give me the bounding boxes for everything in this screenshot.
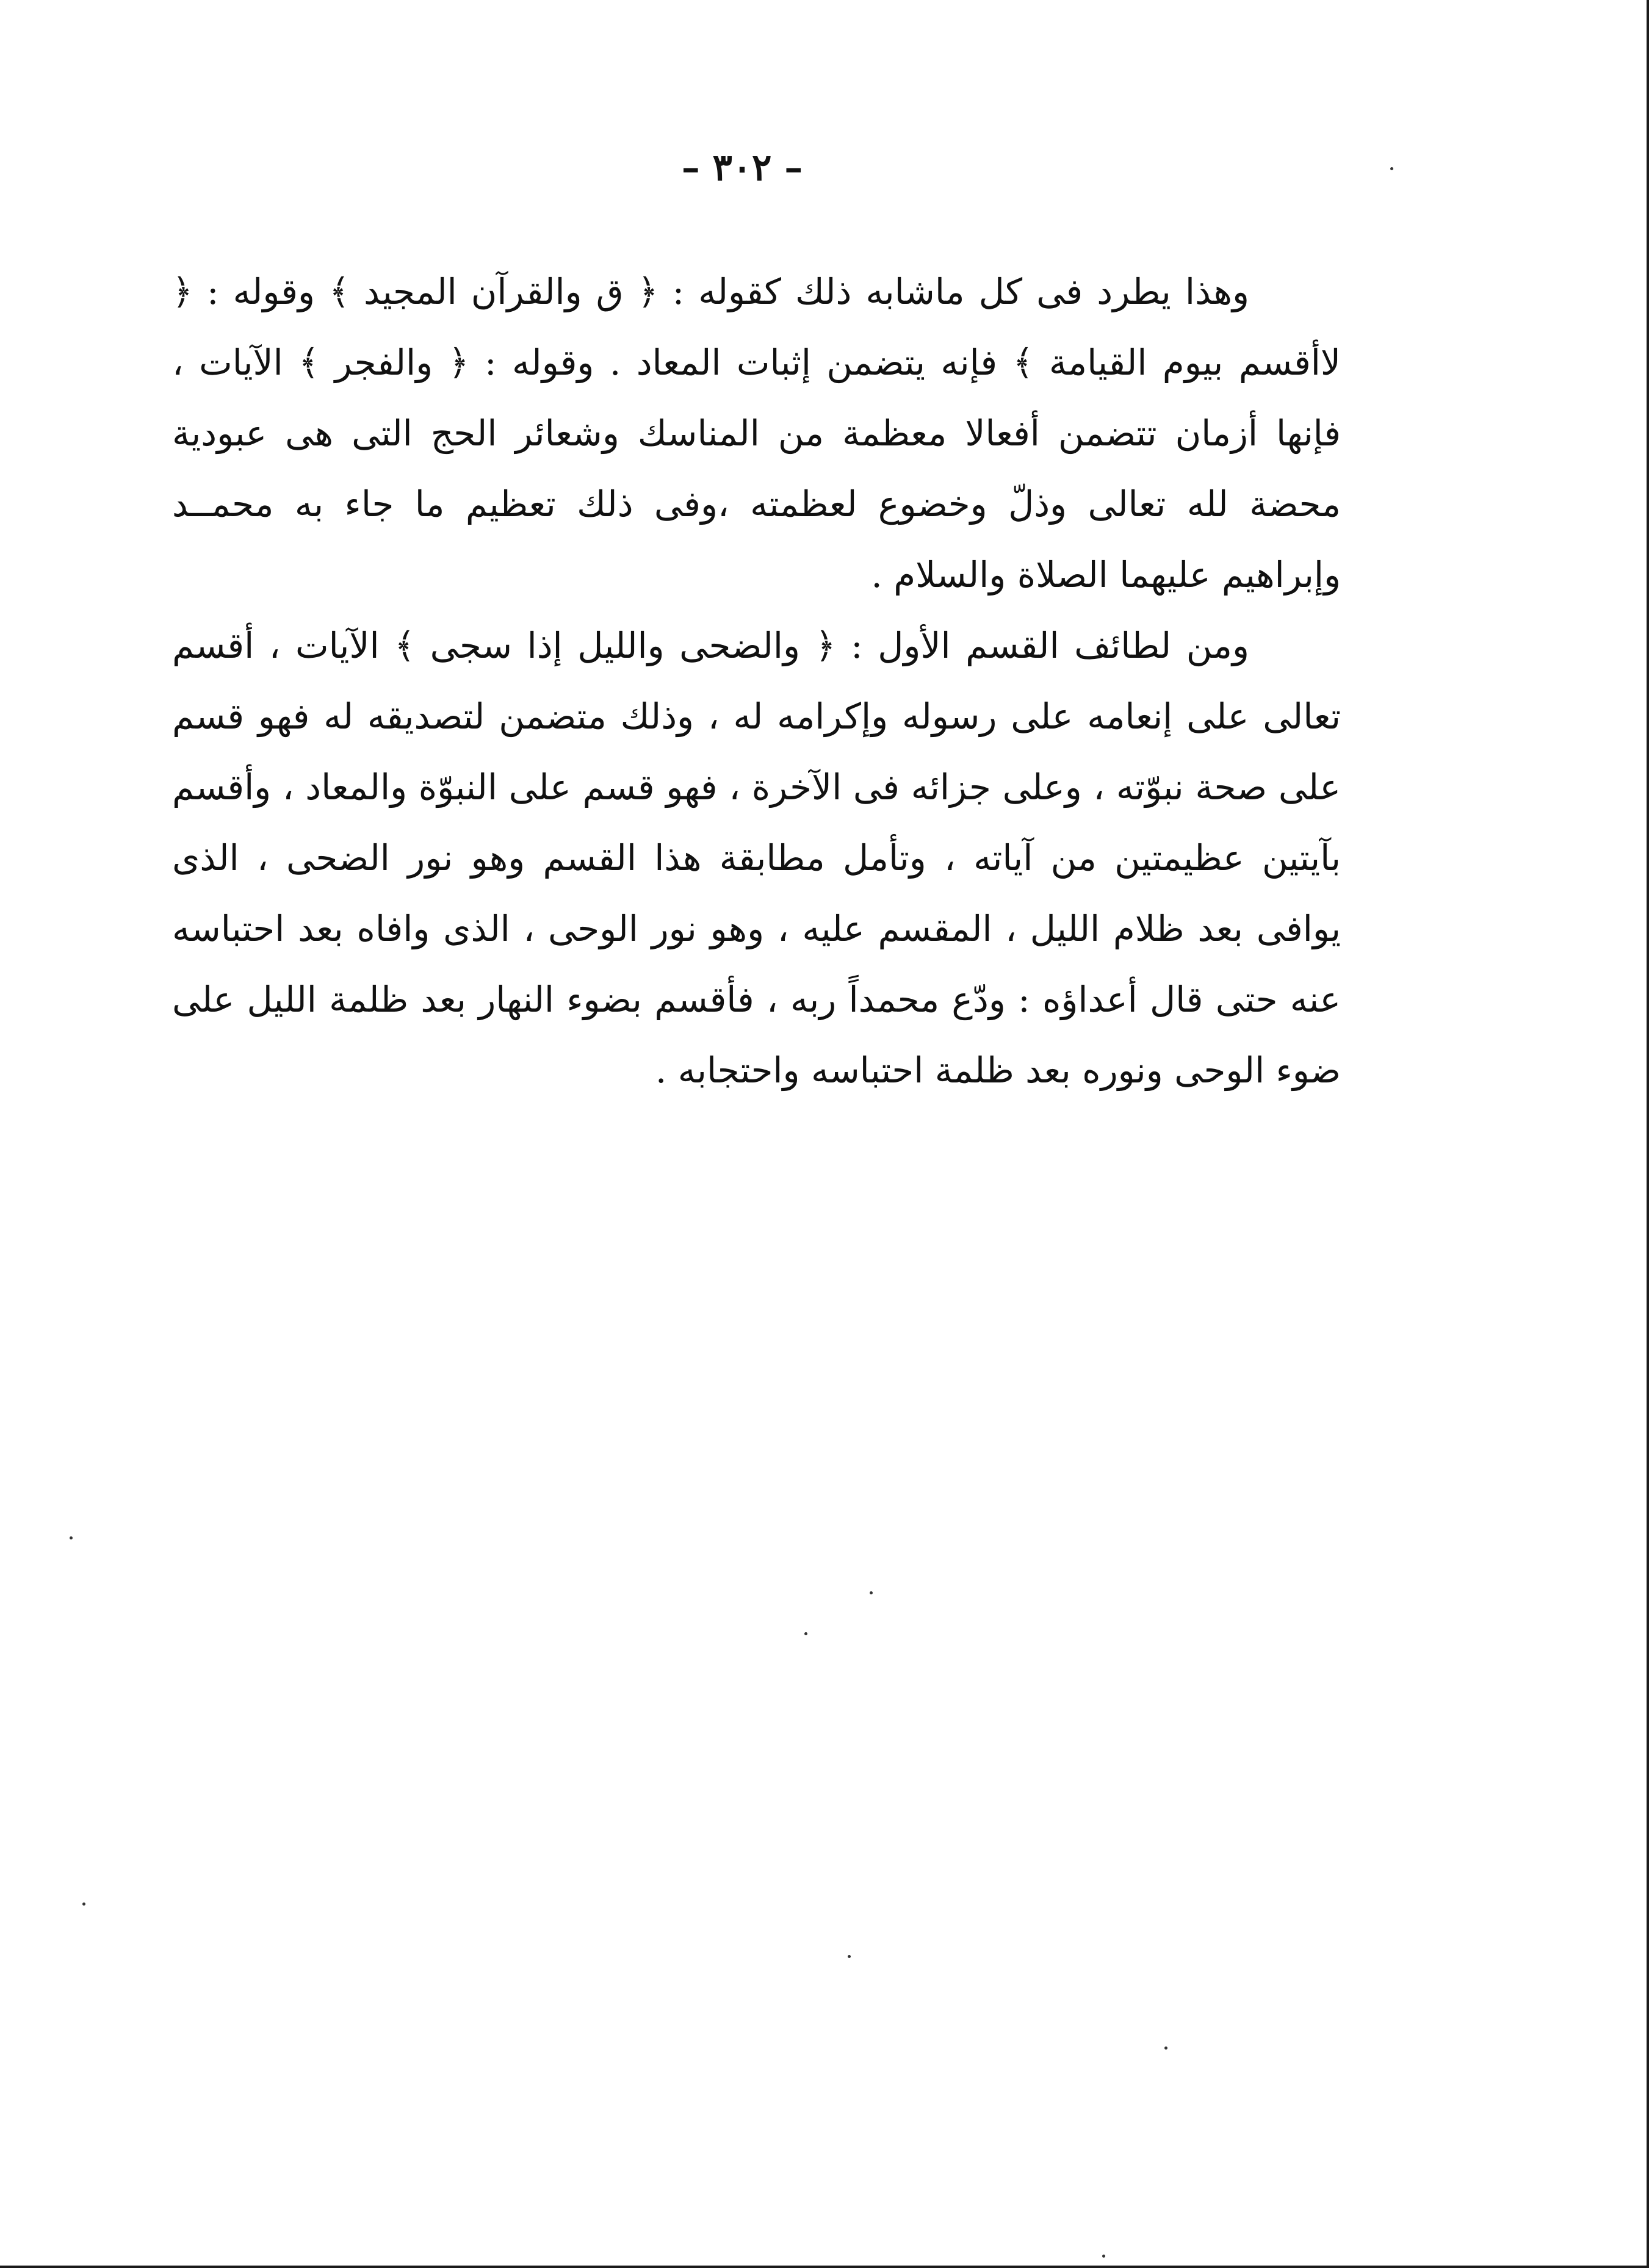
scan-speck (82, 1903, 85, 1906)
page-number: – ٣٠٢ – (681, 146, 803, 189)
scan-speck (804, 1632, 807, 1635)
scan-speck (1390, 167, 1393, 170)
body-text (172, 256, 1341, 1106)
scan-speck (1102, 2255, 1105, 2258)
scan-speck (848, 1955, 851, 1958)
scan-speck (1164, 2047, 1167, 2050)
paragraph-2: ومن لطائف القسم الأول : ﴿ والضحى والليل إذا سجى ﴾ الآيات ، أقسم تعالى على إنعامه على رسوله وإكرامه له ، وذلك متضمن لتصديقه له فهو قسم على صحة نبوّته ، وعلى جزائه فى الآخرة ، فهو قسم على النبوّة والمعاد ، وأقسم بآيتين عظيمتين من آياته ، وتأمل مطابقة هذا القسم وهو نور الضحى ، الذى يوافى بعد ظلام الليل ، المقسم عليه ، وهو نور الوحى ، الذى وافاه بعد احتباسه عنه حتى قال أعداؤه : ودّع محمداً ربه ، فأقسم بضوء النهار بعد ظلمة الليل على ضوء الوحى ونوره بعد ظلمة احتباسه واحتجابه . (172, 625, 1341, 1091)
scan-speck (70, 1536, 73, 1539)
paragraph-1: وهذا يطرد فى كل ماشابه ذلك كقوله : ﴿ ق والقرآن المجيد ﴾ وقوله : ﴿ لاأقسم بيوم القيامة ﴾ فإنه يتضمن إثبات المعاد . وقوله : ﴿ والفجر ﴾ الآيات ، فإنها أزمان تتضمن أفعالا معظمة من المناسك وشعائر الحج التى هى عبودية محضة لله تعالى وذلّ وخضوع لعظمته ،وفى ذلك تعظيم ما جاء به محمــد وإبراهيم عليهما الصلاة والسلام . (172, 271, 1341, 596)
scan-speck (870, 1591, 873, 1594)
